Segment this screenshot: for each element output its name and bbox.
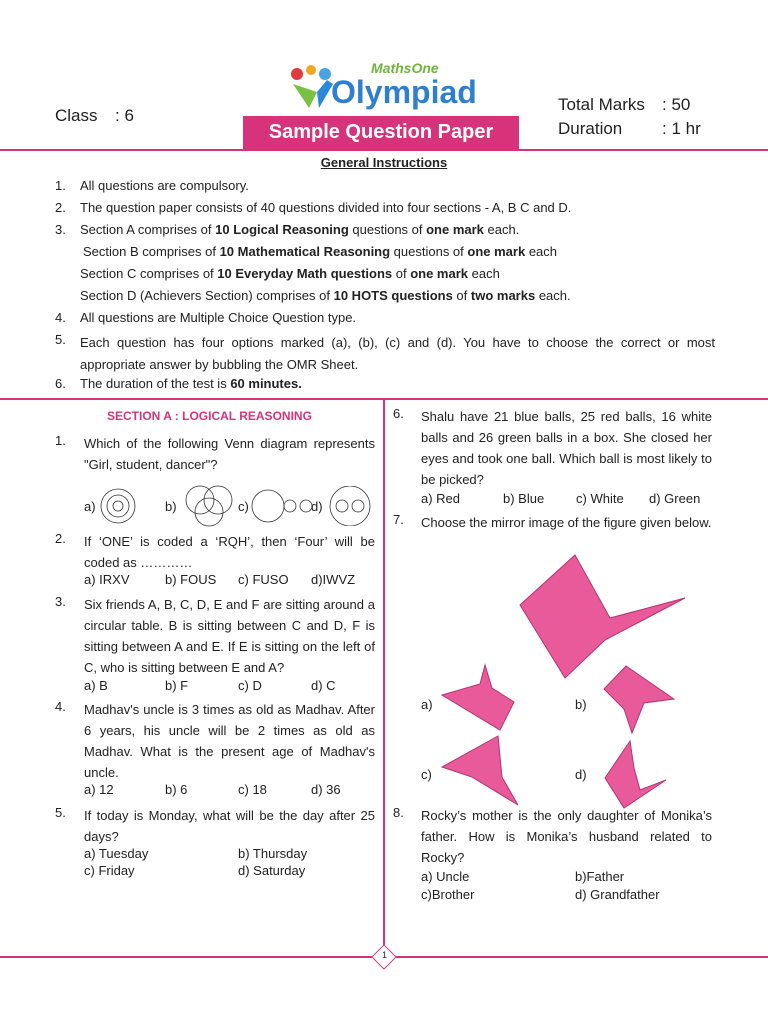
q5-text: If today is Monday, what will be the day after 25 days? <box>84 808 375 844</box>
instruction-item: 5. Each question has four options marked (a), (b), (c) and (d). You have to choose the correct or most appropriate answer by bubbling the OMR Sheet. <box>55 332 715 372</box>
q5-option-d: d) Saturday <box>238 863 306 878</box>
q4-text: Madhav's uncle is 3 times as old as Madhav. After 6 years, his uncle will be 2 times as old as Madhav. What is the present age of Madhav's uncle. <box>84 702 375 780</box>
olympiad-logo <box>287 58 487 114</box>
q8-text: Rocky’s mother is the only daughter of Monika’s father. How is Monika’s husband related to Rocky? <box>421 808 712 865</box>
mirror-option-c-shape <box>432 733 522 809</box>
q7-option-b: b) <box>575 697 587 712</box>
q6-option-b: b) Blue <box>503 491 545 506</box>
mirror-option-d-shape <box>600 738 670 810</box>
instruction-item: 6. The duration of the test is 60 minutes. <box>55 376 302 391</box>
class-value: : 6 <box>115 106 134 125</box>
q8-option-c: c)Brother <box>421 887 475 902</box>
q3-text: Six friends A, B, C, D, E and F are sitting around a circular table. B is sitting between C and D, F is sitting between A and E. If E is sitting on the left of C, who is sitting between E and A? <box>84 597 375 675</box>
instruction-item: Section B comprises of 10 Mathematical Reasoning questions of one mark each <box>83 244 558 259</box>
venn-diagram-b <box>180 482 240 528</box>
instruction-item: 1. All questions are compulsory. <box>55 178 249 193</box>
mirror-option-a-shape <box>440 662 520 732</box>
mirror-option-b-shape <box>598 663 678 735</box>
q6-number: 6. <box>393 406 404 421</box>
instructions-title: General Instructions <box>320 155 448 170</box>
q4-option-d: d) 36 <box>311 782 341 797</box>
q8-number: 8. <box>393 805 404 820</box>
q1-option-a: a) <box>84 499 96 514</box>
q7-option-a: a) <box>421 697 433 712</box>
q2-text: If ‘ONE’ is coded a ‘RQH’, then ‘Four’ will be coded as ………… <box>84 534 375 570</box>
venn-diagram-a <box>98 486 138 526</box>
q7-option-c: c) <box>421 767 432 782</box>
logo-small-text: MathsOne <box>371 60 439 76</box>
instruction-item: 3. Section A comprises of 10 Logical Reasoning questions of one mark each. <box>55 222 520 237</box>
q6-option-a: a) Red <box>421 491 461 506</box>
q5-option-b: b) Thursday <box>238 846 308 861</box>
q8-option-b: b)Father <box>575 869 625 884</box>
page-number: 1 <box>381 950 387 960</box>
q3-option-a: a) B <box>84 678 108 693</box>
venn-diagram-c <box>250 486 316 526</box>
q2-option-a: a) IRXV <box>84 572 130 587</box>
q3-option-b: b) F <box>165 678 189 693</box>
q2-option-c: c) FUSO <box>238 572 289 587</box>
instruction-item: 2. The question paper consists of 40 questions divided into four sections - A, B C and D. <box>55 200 572 215</box>
q2-option-b: b) FOUS <box>165 572 217 587</box>
q2-number: 2. <box>55 531 66 546</box>
q8-option-d: d) Grandfather <box>575 887 660 902</box>
duration-label: Duration <box>558 119 623 138</box>
total-marks-label: Total Marks <box>558 95 645 114</box>
figure-main-shape <box>515 550 705 680</box>
q3-option-d: d) C <box>311 678 336 693</box>
q8-option-a: a) Uncle <box>421 869 470 884</box>
q4-option-c: c) 18 <box>238 782 267 797</box>
total-marks-value: : 50 <box>662 95 691 114</box>
class-label: Class <box>55 106 98 125</box>
q5-option-a: a) Tuesday <box>84 846 149 861</box>
q5-option-c: c) Friday <box>84 863 135 878</box>
q7-option-d: d) <box>575 767 587 782</box>
column-divider <box>383 400 385 955</box>
q4-option-a: a) 12 <box>84 782 114 797</box>
instruction-item: Section C comprises of 10 Everyday Math questions of one mark each <box>80 266 500 281</box>
q1-option-d: d) <box>311 499 323 514</box>
instructions-list <box>55 178 715 398</box>
duration-value: : 1 hr <box>662 119 701 138</box>
q1-option-c: c) <box>238 499 249 514</box>
q4-option-b: b) 6 <box>165 782 188 797</box>
q2-option-d: d)IWVZ <box>311 572 356 587</box>
q7-number: 7. <box>393 512 404 527</box>
q5-number: 5. <box>55 805 66 820</box>
q6-option-c: c) White <box>576 491 624 506</box>
logo-big-text: Olympiad <box>331 74 477 110</box>
instruction-item: Section D (Achievers Section) comprises of 10 HOTS questions of two marks each. <box>80 288 571 303</box>
q1-option-b: b) <box>165 499 177 514</box>
instruction-item: 4. All questions are Multiple Choice Question type. <box>55 310 357 325</box>
q1-number: 1. <box>55 433 66 448</box>
sample-question-banner: Sample Question Paper <box>243 116 519 149</box>
venn-diagram-d <box>318 486 374 526</box>
q6-option-d: d) Green <box>649 491 701 506</box>
q6-text: Shalu have 21 blue balls, 25 red balls, 16 white balls and 26 green balls in a box. She closed her eyes and took one ball. Which ball is most likely to be picked? <box>421 409 712 487</box>
q7-text: Choose the mirror image of the figure given below. <box>421 515 712 530</box>
header-divider <box>0 149 768 151</box>
q3-option-c: c) D <box>238 678 262 693</box>
q3-number: 3. <box>55 594 66 609</box>
section-a-title: SECTION A : LOGICAL REASONING <box>107 409 312 423</box>
q1-text: Which of the following Venn diagram represents "Girl, student, dancer"? <box>84 436 375 472</box>
q4-number: 4. <box>55 699 66 714</box>
